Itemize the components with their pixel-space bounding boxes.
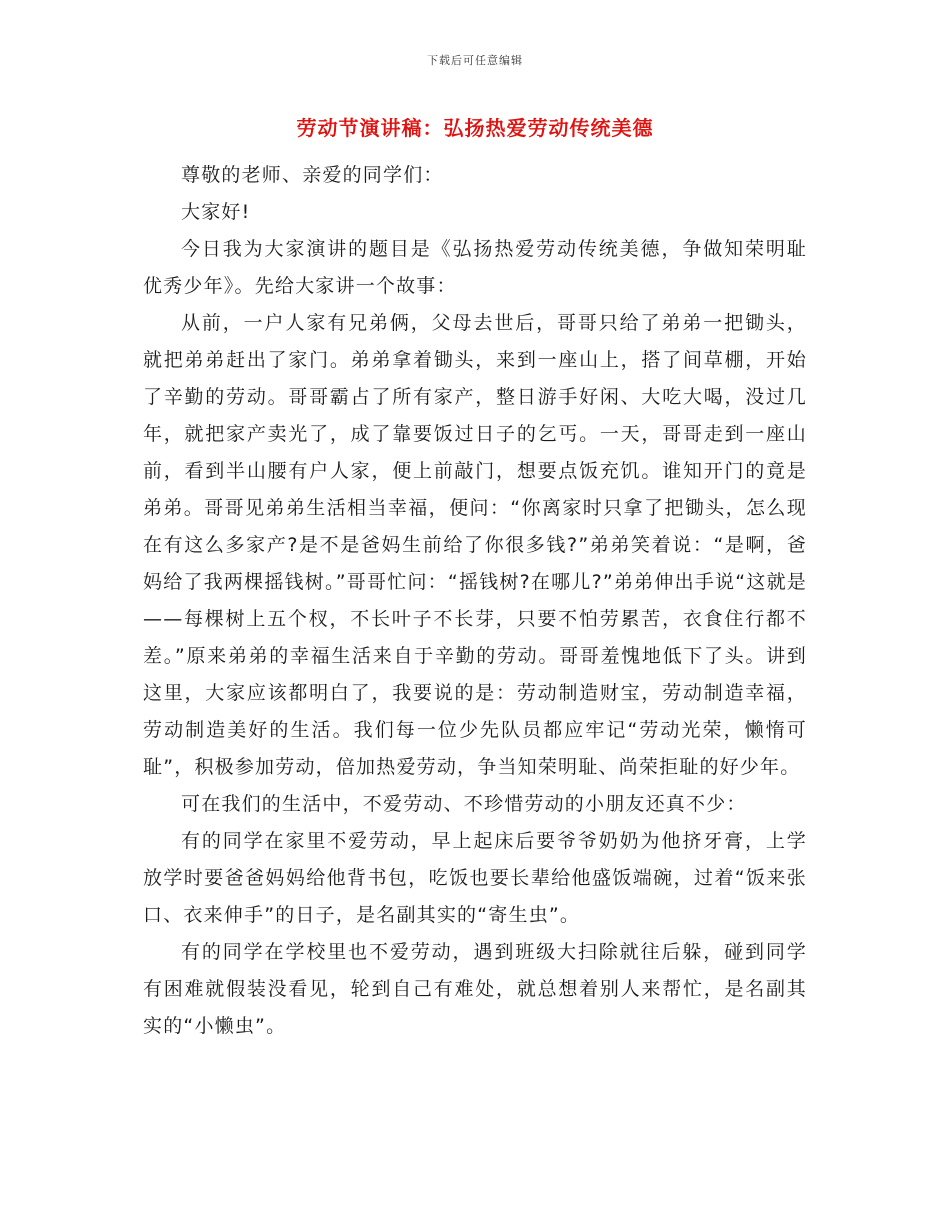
- paragraph-story: 从前，一户人家有兄弟俩，父母去世后，哥哥只给了弟弟一把锄头，就把弟弟赶出了家门。弟弟拿着锄头，来到一座山上，搭了间草棚，开始了辛勤的劳动。哥哥霸占了所有家产，整日游手好闲、大吃大喝，没过几年，就把家产卖光了，成了靠要饭过日子的乞丐。一天，哥哥走到一座山前，看到半山腰有户人家，便上前敲门，想要点饭充饥。谁知开门的竟是弟弟。哥哥见弟弟生活相当幸福，便问：“你离家时只拿了把锄头，怎么现在有这么多家产?是不是爸妈生前给了你很多钱?”弟弟笑着说：“是啊，爸妈给了我两棵摇钱树。”哥哥忙问：“摇钱树?在哪儿?”弟弟伸出手说“这就是——每棵树上五个杈，不长叶子不长芽，只要不怕劳累苦，衣食住行都不差。”原来弟弟的幸福生活来自于辛勤的劳动。哥哥羞愧地低下了头。讲到这里，大家应该都明白了，我要说的是：劳动制造财宝，劳动制造幸福，劳动制造美好的生活。我们每一位少先队员都应牢记“劳动光荣，懒惰可耻”，积极参加劳动，倍加热爱劳动，争当知荣明耻、尚荣拒耻的好少年。: [143, 312, 807, 778]
- paragraph-topic: 今日我为大家演讲的题目是《弘扬热爱劳动传统美德，争做知荣明耻优秀少年》。先给大家讲一个故事：: [143, 238, 807, 297]
- paragraph-salutation: 尊敬的老师、亲爱的同学们：: [181, 164, 444, 186]
- paragraph-greeting: 大家好!: [181, 201, 251, 223]
- paragraph-school-example: 有的同学在学校里也不爱劳动，遇到班级大扫除就往后躲，碰到同学有困难就假装没看见，轮到自己有难处，就总想着别人来帮忙，是名副其实的“小懒虫”。: [143, 941, 807, 1037]
- header-note: 下载后可任意编辑: [427, 54, 523, 67]
- speech-body: [143, 157, 807, 1045]
- paragraph-transition: 可在我们的生活中，不爱劳动、不珍惜劳动的小朋友还真不少：: [181, 793, 747, 815]
- page-title: 劳动节演讲稿：弘扬热爱劳动传统美德: [296, 116, 654, 140]
- paragraph-home-example: 有的同学在家里不爱劳动，早上起床后要爷爷奶奶为他挤牙膏，上学放学时要爸爸妈妈给他背书包，吃饭也要长辈给他盛饭端碗，过着“饭来张口、衣来伸手”的日子，是名副其实的“寄生虫”。: [143, 830, 807, 926]
